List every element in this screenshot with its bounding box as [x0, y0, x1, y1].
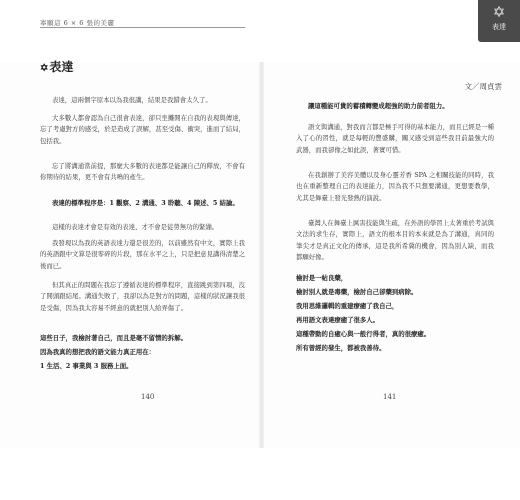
bold-line: 所有曾經的發生，都被我善待。 — [296, 344, 386, 352]
paragraph: 我發現以為我的英語表達力還是很差的，以前雖然有中文，實際上我的英語跟中文算是很零碎的片段，那在水平之上，只是把意見講得清楚之後而已。 — [40, 239, 245, 270]
paragraph: 忘了將溝通當前提，那麼大多數的表達都是能讓自己的釋放，不會有你期待的結果，更不會有共鳴的產生。 — [40, 162, 245, 182]
book-gutter — [259, 62, 264, 448]
bold-line: 檢討是一帖良藥， — [296, 274, 348, 282]
bold-line: 檢討別人就是毒藥，檢討自己卻藥到病除。 — [296, 288, 418, 296]
paragraph: 臺灣人在舞臺上厲害技能與生疏，在外語的學習上太著重於考試與文法的求生存，實際上，語文的根本目的本來就是為了溝通，真同的筆尖才是真正文化的傳承，這是我所希冀的機會，因為別人缺，而我都願好像。 — [296, 219, 494, 262]
paragraph: 但其真正的問題在我忘了遵循表達的標準程序，直接跳到第四項，沒了開頭跟結尾。溝通失敗了，我卻以為是對方的問題，這樣的狀況讓我很是受傷，因為我太容易不經意的就把別人給弄傷了。 — [40, 281, 245, 312]
bold-closing-line: 這些日子，我檢討著自己，而且是毫不留情的拆解。 — [40, 334, 187, 342]
bold-line: 我用思維邏輯的重建療癒了我自己， — [296, 302, 399, 310]
bold-step-line: 表達的標準程序是：1 觀察、2 溝通、3 聆聽、4 陳述、5 結論。 — [52, 199, 239, 207]
page-number: 140 — [141, 393, 155, 401]
paragraph: 在我創辦了美容美體以及身心靈芳香 SPA 之相關技能的同時，我也在重新整理自己的表達能力，因為我不只想要溝通，更想要教學，尤其是舞臺上發光發熱的演說。 — [296, 171, 494, 202]
chapter-title — [40, 58, 73, 75]
author-byline: 文／周貞雲 — [464, 82, 502, 91]
section-tab — [478, 0, 520, 42]
star-of-david-icon: ✡ — [492, 3, 506, 21]
section-tab-label: 表達 — [492, 23, 506, 31]
bold-line: 這種帶動的自癒心與一般行得者，真的很療癒。 — [296, 330, 431, 338]
paragraph: 表達，這兩個字原本以為我很講，結果是我錯會太久了。 — [52, 96, 212, 104]
bold-intro-line: 讓這種能可貴的蓄積轉變成超強的助力前者阻力。 — [308, 102, 449, 110]
paragraph: 這樣的表達才會是有效的表達，才不會是徒勞無功的緊繃。 — [52, 223, 219, 231]
chapter-title-text: 表達 — [49, 60, 74, 74]
header-rule — [40, 27, 245, 28]
star-of-david-icon: ✡ — [40, 63, 49, 74]
bold-line: 再用語文表達療癒了很多人。 — [296, 316, 380, 324]
page-number: 141 — [383, 393, 397, 401]
bold-closing-line: 因為我真的想把我的語文能力真正用在： — [40, 348, 156, 356]
running-header: 寧願這 6 × 6 張的美麗 — [40, 19, 115, 27]
paragraph: 大多數人都會認為自己很會表達，卻只坐攤開在自我的表現與傳達，忘了考慮對方的感受，於是造成了誤解，甚至受傷、衝突，進而了結局，包括我。 — [40, 114, 245, 145]
bold-closing-line: 1 生活、2 事業與 3 服務上面。 — [40, 362, 133, 370]
paragraph: 語文與溝通，對我而言都是極手可得的基本能力，而且已經是一種入了心的習性，就是每輕的豐盛購，關又感受到這些我目前最強大的武器，而我卻像之如此誤，著實可惜。 — [296, 123, 494, 154]
